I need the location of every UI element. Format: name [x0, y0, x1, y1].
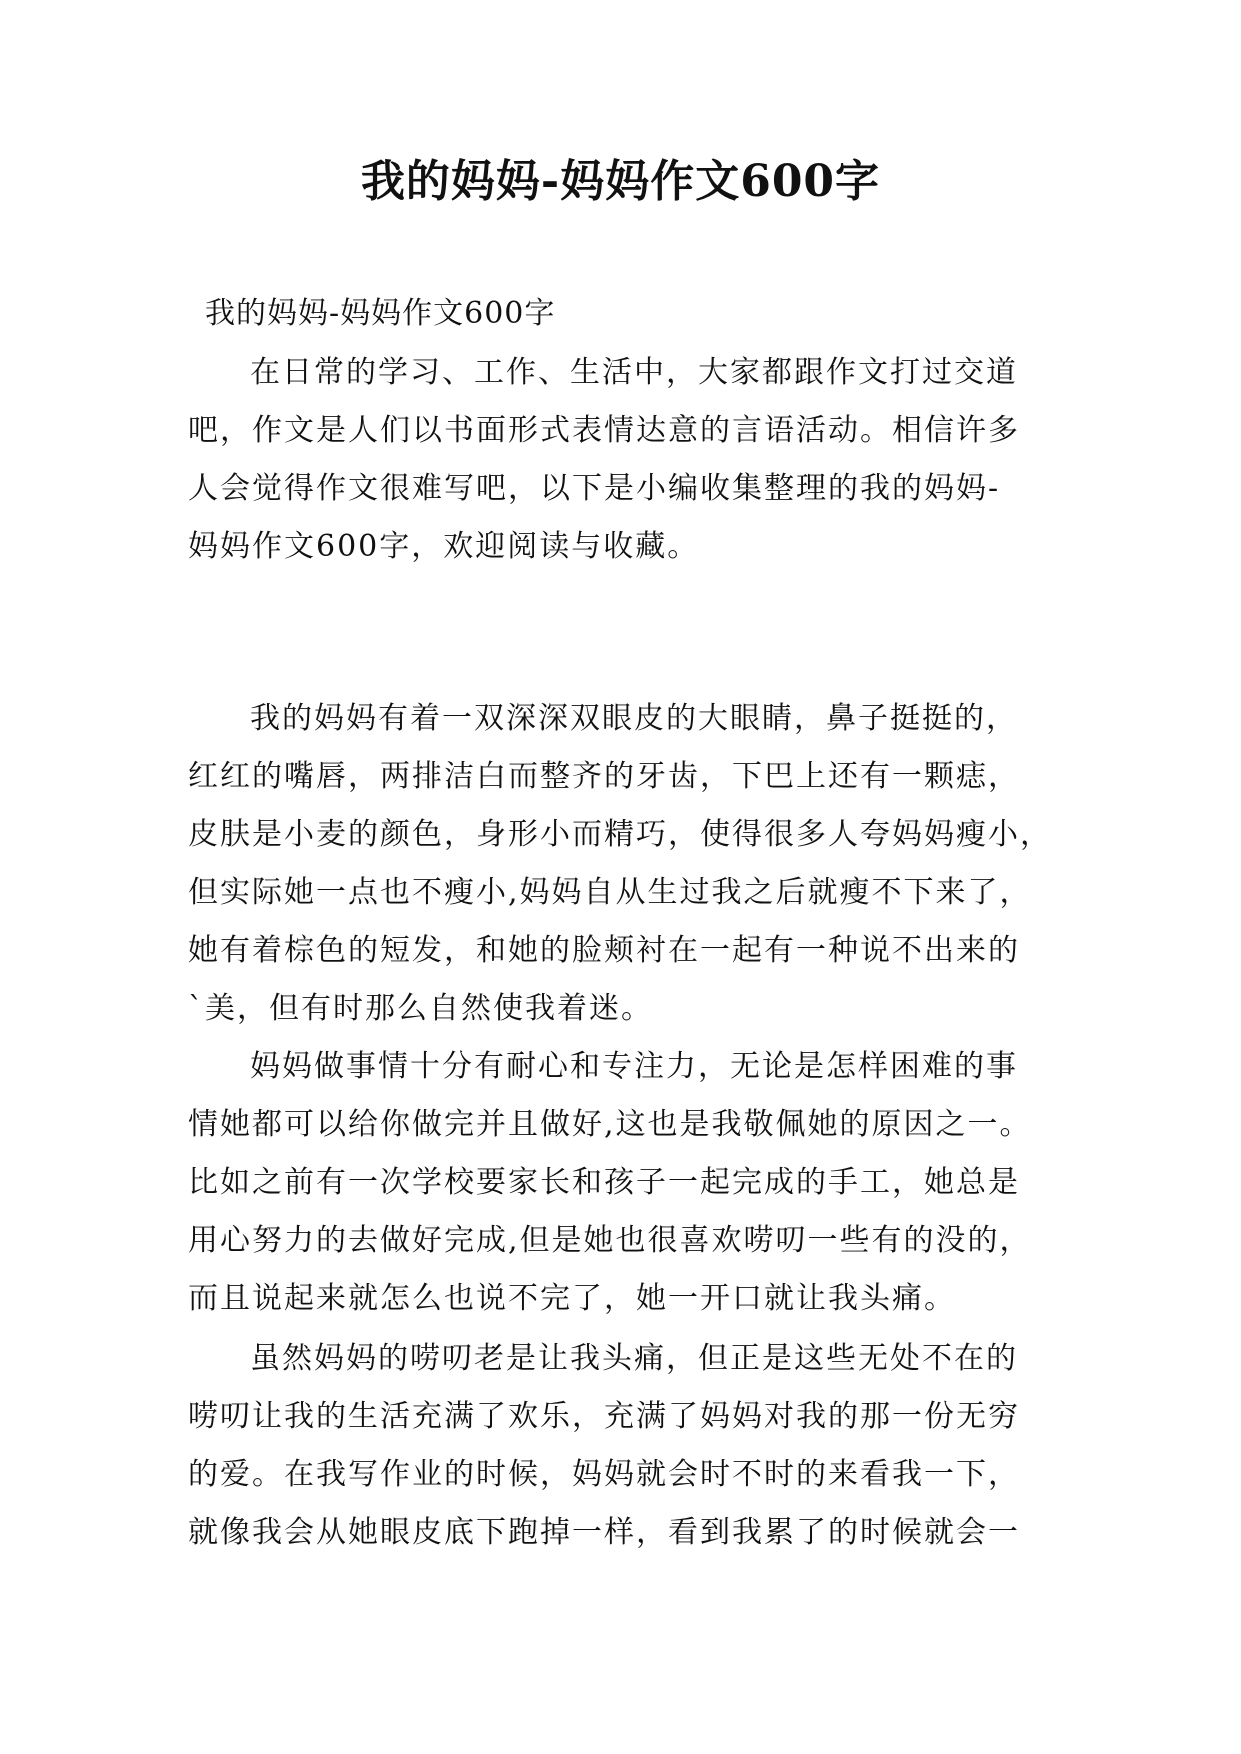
paragraph-line: 用心努力的去做好完成,但是她也很喜欢唠叨一些有的没的， [188, 1223, 1032, 1258]
paragraph-line: 但实际她一点也不瘦小,妈妈自从生过我之后就瘦不下来了， [188, 875, 1032, 910]
paragraph-line: 皮肤是小麦的颜色，身形小而精巧，使得很多人夸妈妈瘦小， [188, 817, 1052, 852]
paragraph-line: 妈妈做事情十分有耐心和专注力，无论是怎样困难的事 [250, 1049, 1018, 1084]
intro-line: 在日常的学习、工作、生活中，大家都跟作文打过交道 [250, 355, 1018, 390]
intro-paragraph [188, 344, 1058, 576]
paragraph-line: 红红的嘴唇，两排洁白而整齐的牙齿，下巴上还有一颗痣， [188, 759, 1020, 794]
paragraph-line: 虽然妈妈的唠叨老是让我头痛，但正是这些无处不在的 [250, 1341, 1018, 1376]
paragraph-line: 唠叨让我的生活充满了欢乐，充满了妈妈对我的那一份无穷 [188, 1399, 1020, 1434]
body-paragraph-2 [188, 1038, 1058, 1328]
paragraph-line: 的爱。在我写作业的时候，妈妈就会时不时的来看我一下， [188, 1457, 1020, 1492]
intro-line: 吧，作文是人们以书面形式表情达意的言语活动。相信许多 [188, 413, 1020, 448]
paragraph-line: `美，但有时那么自然使我着迷。 [188, 991, 653, 1026]
intro-line: 妈妈作文600字，欢迎阅读与收藏。 [188, 529, 700, 564]
paragraph-line: 比如之前有一次学校要家长和孩子一起完成的手工，她总是 [188, 1165, 1020, 1200]
paragraph-line: 而且说起来就怎么也说不完了，她一开口就让我头痛。 [188, 1281, 956, 1316]
paragraph-line: 我的妈妈有着一双深深双眼皮的大眼睛，鼻子挺挺的， [250, 701, 1018, 736]
document-title: 我的妈妈-妈妈作文600字 [360, 156, 881, 207]
paragraph-line: 她有着棕色的短发，和她的脸颊衬在一起有一种说不出来的 [188, 933, 1020, 968]
paragraph-line: 情她都可以给你做完并且做好,这也是我敬佩她的原因之一。 [188, 1107, 1032, 1142]
body-paragraph-3 [188, 1330, 1058, 1562]
document-subtitle: 我的妈妈-妈妈作文600字 [205, 296, 556, 331]
paragraph-line: 就像我会从她眼皮底下跑掉一样，看到我累了的时候就会一 [188, 1515, 1020, 1550]
intro-line: 人会觉得作文很难写吧，以下是小编收集整理的我的妈妈- [188, 471, 1001, 506]
body-paragraph-1 [188, 690, 1058, 1038]
